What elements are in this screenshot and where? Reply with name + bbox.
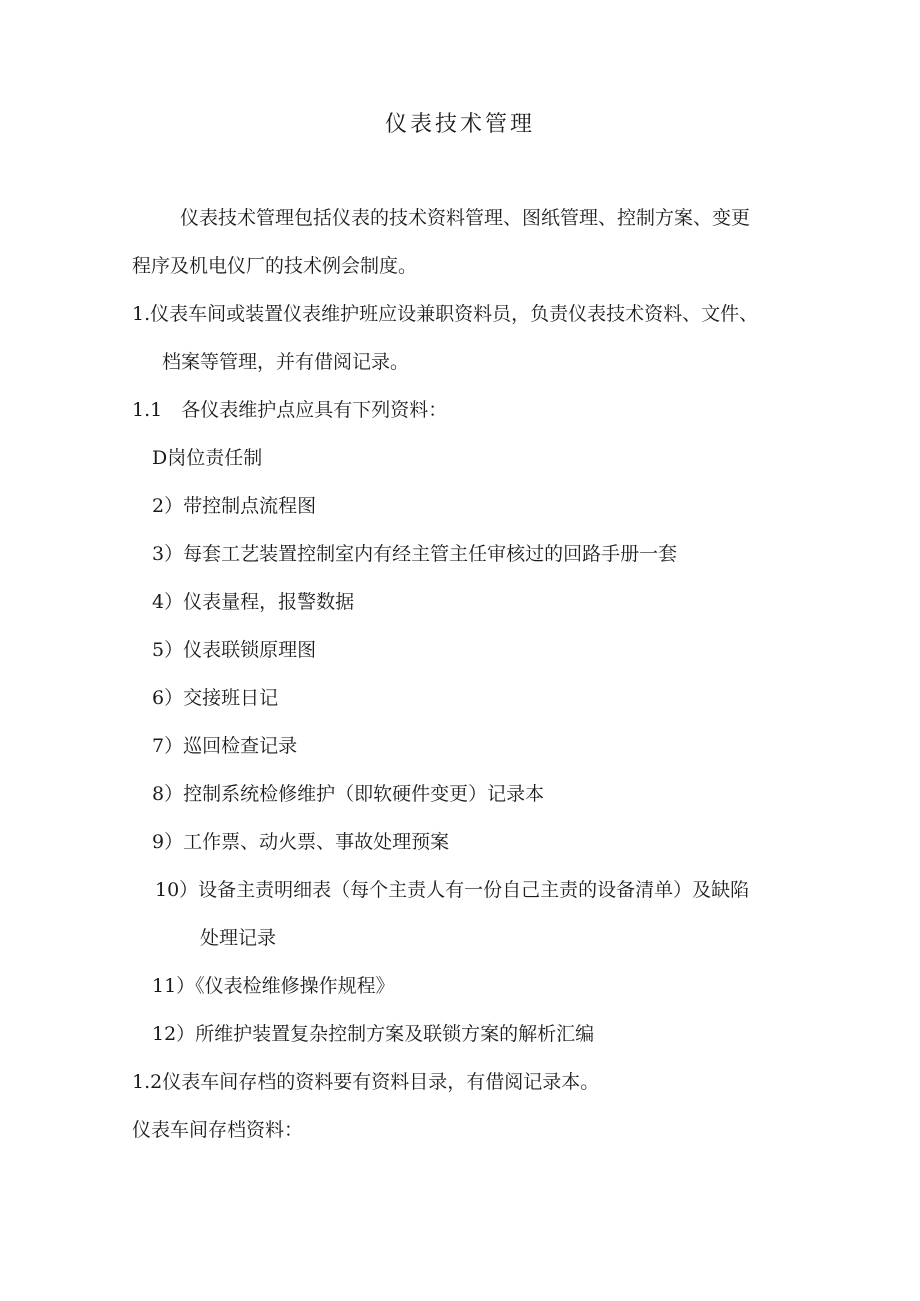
list-item: 3）每套工艺装置控制室内有经主管主任审核过的回路手册一套 [152,543,678,565]
list-item: 8）控制系统检修维护（即软硬件变更）记录本 [152,783,545,805]
section-1-1-heading: 1.1 各仪表维护点应具有下列资料： [132,399,448,421]
section-1-2: 1.2仪表车间存档的资料要有资料目录，有借阅记录本。 [132,1071,600,1093]
list-item: 6）交接班日记 [152,687,279,709]
archive-label: 仪表车间存档资料： [132,1119,304,1141]
section-1-line-1: 1.仪表车间或装置仪表维护班应设兼职资料员，负责仪表技术资料、文件、 [132,303,759,325]
list-item-10-line-2: 处理记录 [200,927,277,949]
list-item: 4）仪表量程，报警数据 [152,591,355,613]
intro-paragraph-line-1: 仪表技术管理包括仪表的技术资料管理、图纸管理、控制方案、变更 [180,207,751,229]
document-title: 仪表技术管理 [384,112,535,137]
list-item: 2）带控制点流程图 [152,495,317,517]
list-item-11: 11）《仪表检维修操作规程》 [152,975,395,997]
list-item: 9）工作票、动火票、事故处理预案 [152,831,450,853]
section-1-line-2: 档案等管理，并有借阅记录。 [162,351,410,373]
list-item-10-line-1: 10）设备主责明细表（每个主责人有一份自己主责的设备清单）及缺陷 [155,879,750,901]
list-item: D岗位责任制 [152,447,263,469]
list-item-12: 12）所维护装置复杂控制方案及联锁方案的解析汇编 [152,1023,595,1045]
list-item: 5）仪表联锁原理图 [152,639,317,661]
list-item: 7）巡回检查记录 [152,735,298,757]
intro-paragraph-line-2: 程序及机电仪厂的技术例会制度。 [132,255,418,277]
